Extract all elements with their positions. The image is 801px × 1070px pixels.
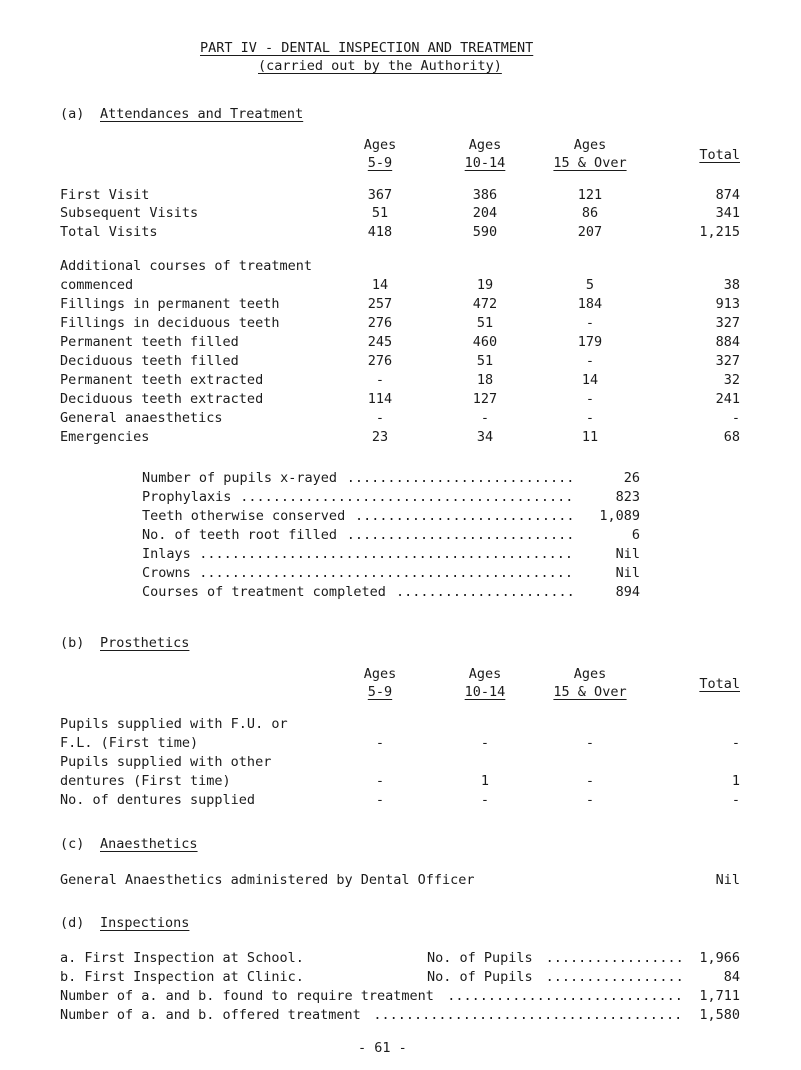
table-cell: - bbox=[585, 792, 595, 808]
page-number: - 61 - bbox=[358, 1040, 407, 1056]
row-label: Permanent teeth extracted bbox=[60, 372, 264, 388]
section-b-letter: (b) bbox=[60, 635, 85, 651]
table-row bbox=[0, 334, 801, 352]
summary-row bbox=[0, 470, 801, 488]
table-cell: - bbox=[585, 410, 595, 426]
table-cell: - bbox=[585, 735, 595, 751]
summary-value: 823 bbox=[615, 489, 640, 505]
table-row bbox=[0, 735, 801, 753]
row-label: dentures (First time) bbox=[60, 773, 231, 789]
page-subtitle: (carried out by the Authority) bbox=[258, 58, 502, 74]
table-cell: - bbox=[375, 773, 385, 789]
table-cell: 913 bbox=[715, 296, 740, 312]
inspection-label: Number of a. and b. found to require treatment bbox=[60, 988, 434, 1004]
row-label: commenced bbox=[60, 277, 134, 293]
table-cell: 1 bbox=[731, 773, 740, 789]
table-cell: - bbox=[731, 410, 740, 426]
table-cell: 51 bbox=[476, 315, 494, 331]
summary-label: Courses of treatment completed bbox=[142, 584, 386, 600]
row-label: Deciduous teeth extracted bbox=[60, 391, 264, 407]
anaesthetics-line-value: Nil bbox=[715, 872, 740, 888]
column-header-top: Ages bbox=[468, 666, 502, 682]
anaesthetics-line-label: General Anaesthetics administered by Dental Officer bbox=[60, 872, 475, 888]
inspection-value: 1,966 bbox=[699, 950, 740, 966]
leader-dots: ................. bbox=[545, 950, 684, 966]
table-cell: 14 bbox=[371, 277, 389, 293]
inspection-value: 1,580 bbox=[699, 1007, 740, 1023]
column-header-top: Ages bbox=[468, 137, 502, 153]
table-row bbox=[0, 792, 801, 810]
table-cell: - bbox=[480, 792, 490, 808]
leader-dots: .............................................. bbox=[199, 546, 574, 562]
table-cell: 245 bbox=[367, 334, 393, 350]
table-cell: - bbox=[375, 735, 385, 751]
table-cell: 5 bbox=[585, 277, 595, 293]
column-header-top: Ages bbox=[573, 666, 607, 682]
summary-row bbox=[0, 546, 801, 564]
table-cell: 127 bbox=[472, 391, 498, 407]
summary-label: Teeth otherwise conserved bbox=[142, 508, 346, 524]
table-cell: 257 bbox=[367, 296, 393, 312]
table-cell: 207 bbox=[577, 224, 603, 240]
column-header-bottom: Total bbox=[699, 147, 740, 163]
summary-row bbox=[0, 584, 801, 602]
table-row bbox=[0, 716, 801, 734]
column-header-bottom: 15 & Over bbox=[553, 155, 627, 171]
table-cell: 114 bbox=[367, 391, 393, 407]
row-label: Pupils supplied with other bbox=[60, 754, 272, 770]
table-cell: 276 bbox=[367, 353, 393, 369]
table-cell: 23 bbox=[371, 429, 389, 445]
column-header-top: Ages bbox=[573, 137, 607, 153]
summary-label: Inlays bbox=[142, 546, 191, 562]
table-cell: 11 bbox=[581, 429, 599, 445]
table-cell: - bbox=[585, 773, 595, 789]
inspection-line bbox=[0, 988, 801, 1006]
summary-value: Nil bbox=[615, 565, 640, 581]
table-cell: 51 bbox=[476, 353, 494, 369]
column-header-bottom: Total bbox=[699, 676, 740, 692]
row-label: Emergencies bbox=[60, 429, 150, 445]
summary-label: No. of teeth root filled bbox=[142, 527, 338, 543]
leader-dots: ............................ bbox=[346, 527, 575, 543]
section-c-letter: (c) bbox=[60, 836, 85, 852]
table-cell: - bbox=[375, 372, 385, 388]
table-cell: - bbox=[585, 315, 595, 331]
summary-row bbox=[0, 527, 801, 545]
table-cell: 86 bbox=[581, 205, 599, 221]
summary-label: Crowns bbox=[142, 565, 191, 581]
leader-dots: ......................................... bbox=[240, 489, 574, 505]
table-cell: - bbox=[585, 391, 595, 407]
table-cell: - bbox=[375, 410, 385, 426]
table-cell: 1,215 bbox=[699, 224, 740, 240]
table-cell: 327 bbox=[715, 315, 740, 331]
table-cell: 179 bbox=[577, 334, 603, 350]
row-label: Fillings in deciduous teeth bbox=[60, 315, 280, 331]
table-cell: 38 bbox=[723, 277, 740, 293]
column-header-bottom: 5-9 bbox=[367, 155, 393, 171]
table-cell: 327 bbox=[715, 353, 740, 369]
row-label: Permanent teeth filled bbox=[60, 334, 239, 350]
summary-label: Prophylaxis bbox=[142, 489, 232, 505]
inspection-line bbox=[0, 1007, 801, 1025]
leader-dots: .............................................. bbox=[199, 565, 574, 581]
table-cell: 386 bbox=[472, 187, 498, 203]
table-cell: 460 bbox=[472, 334, 498, 350]
section-a-letter: (a) bbox=[60, 106, 85, 122]
table-row bbox=[0, 773, 801, 791]
table-cell: 19 bbox=[476, 277, 494, 293]
table-cell: 14 bbox=[581, 372, 599, 388]
table-cell: 18 bbox=[476, 372, 494, 388]
column-header-bottom: 15 & Over bbox=[553, 684, 627, 700]
leader-dots: ...................... bbox=[396, 584, 575, 600]
column-header-bottom: 5-9 bbox=[367, 684, 393, 700]
row-label: Subsequent Visits bbox=[60, 205, 199, 221]
table-cell: 590 bbox=[472, 224, 498, 240]
column-header-bottom: 10-14 bbox=[464, 155, 506, 171]
summary-value: 1,089 bbox=[599, 508, 640, 524]
inspection-label: b. First Inspection at Clinic. bbox=[60, 969, 304, 985]
row-label: Total Visits bbox=[60, 224, 158, 240]
row-label: Additional courses of treatment bbox=[60, 258, 312, 274]
table-cell: 68 bbox=[723, 429, 740, 445]
summary-row bbox=[0, 508, 801, 526]
table-row bbox=[0, 205, 801, 223]
summary-value: 6 bbox=[631, 527, 640, 543]
section-c-heading: Anaesthetics bbox=[100, 836, 198, 852]
column-header-top: Ages bbox=[363, 137, 397, 153]
leader-dots: ........................... bbox=[355, 508, 575, 524]
table-row bbox=[0, 224, 801, 242]
row-label: Deciduous teeth filled bbox=[60, 353, 239, 369]
summary-value: Nil bbox=[615, 546, 640, 562]
table-cell: - bbox=[731, 792, 740, 808]
table-cell: 204 bbox=[472, 205, 498, 221]
table-cell: 121 bbox=[577, 187, 603, 203]
table-row bbox=[0, 315, 801, 333]
table-cell: 418 bbox=[367, 224, 393, 240]
table-cell: 884 bbox=[715, 334, 740, 350]
table-row bbox=[0, 187, 801, 205]
summary-value: 894 bbox=[615, 584, 640, 600]
table-cell: 241 bbox=[715, 391, 740, 407]
summary-value: 26 bbox=[623, 470, 640, 486]
column-header-top: Ages bbox=[363, 666, 397, 682]
section-d-heading: Inspections bbox=[100, 915, 190, 931]
summary-row bbox=[0, 489, 801, 507]
table-row bbox=[0, 372, 801, 390]
table-row bbox=[0, 391, 801, 409]
section-b-heading: Prosthetics bbox=[100, 635, 190, 651]
table-cell: - bbox=[731, 735, 740, 751]
inspection-mid-label: No. of Pupils bbox=[427, 969, 533, 985]
page-title: PART IV - DENTAL INSPECTION AND TREATMENT bbox=[200, 40, 534, 56]
table-cell: 51 bbox=[371, 205, 389, 221]
table-row bbox=[0, 754, 801, 772]
table-cell: 34 bbox=[476, 429, 494, 445]
table-cell: - bbox=[480, 410, 490, 426]
table-cell: 1 bbox=[480, 773, 490, 789]
table-cell: 341 bbox=[715, 205, 740, 221]
section-d-letter: (d) bbox=[60, 915, 85, 931]
table-cell: 472 bbox=[472, 296, 498, 312]
table-cell: - bbox=[585, 353, 595, 369]
leader-dots: ............................ bbox=[346, 470, 575, 486]
table-row bbox=[0, 277, 801, 295]
inspection-mid-label: No. of Pupils bbox=[427, 950, 533, 966]
row-label: F.L. (First time) bbox=[60, 735, 199, 751]
leader-dots: ............................. bbox=[447, 988, 683, 1004]
table-cell: 367 bbox=[367, 187, 393, 203]
inspection-line bbox=[0, 950, 801, 968]
row-label: Pupils supplied with F.U. or bbox=[60, 716, 288, 732]
table-cell: - bbox=[480, 735, 490, 751]
summary-row bbox=[0, 565, 801, 583]
summary-label: Number of pupils x-rayed bbox=[142, 470, 338, 486]
inspection-label: Number of a. and b. offered treatment bbox=[60, 1007, 361, 1023]
leader-dots: ...................................... bbox=[373, 1007, 683, 1023]
column-header bbox=[0, 666, 801, 706]
table-cell: 32 bbox=[723, 372, 740, 388]
row-label: General anaesthetics bbox=[60, 410, 223, 426]
leader-dots: ................. bbox=[545, 969, 684, 985]
table-row bbox=[0, 296, 801, 314]
table-cell: 184 bbox=[577, 296, 603, 312]
inspection-value: 84 bbox=[723, 969, 740, 985]
table-row bbox=[0, 429, 801, 447]
table-cell: 276 bbox=[367, 315, 393, 331]
table-cell: - bbox=[375, 792, 385, 808]
inspection-label: a. First Inspection at School. bbox=[60, 950, 304, 966]
table-row bbox=[0, 410, 801, 428]
table-cell: 874 bbox=[715, 187, 740, 203]
column-header bbox=[0, 137, 801, 177]
row-label: First Visit bbox=[60, 187, 150, 203]
section-a-heading: Attendances and Treatment bbox=[100, 106, 304, 122]
table-row bbox=[0, 258, 801, 276]
row-label: No. of dentures supplied bbox=[60, 792, 256, 808]
table-row bbox=[0, 353, 801, 371]
inspection-value: 1,711 bbox=[699, 988, 740, 1004]
column-header-bottom: 10-14 bbox=[464, 684, 506, 700]
row-label: Fillings in permanent teeth bbox=[60, 296, 280, 312]
inspection-line bbox=[0, 969, 801, 987]
